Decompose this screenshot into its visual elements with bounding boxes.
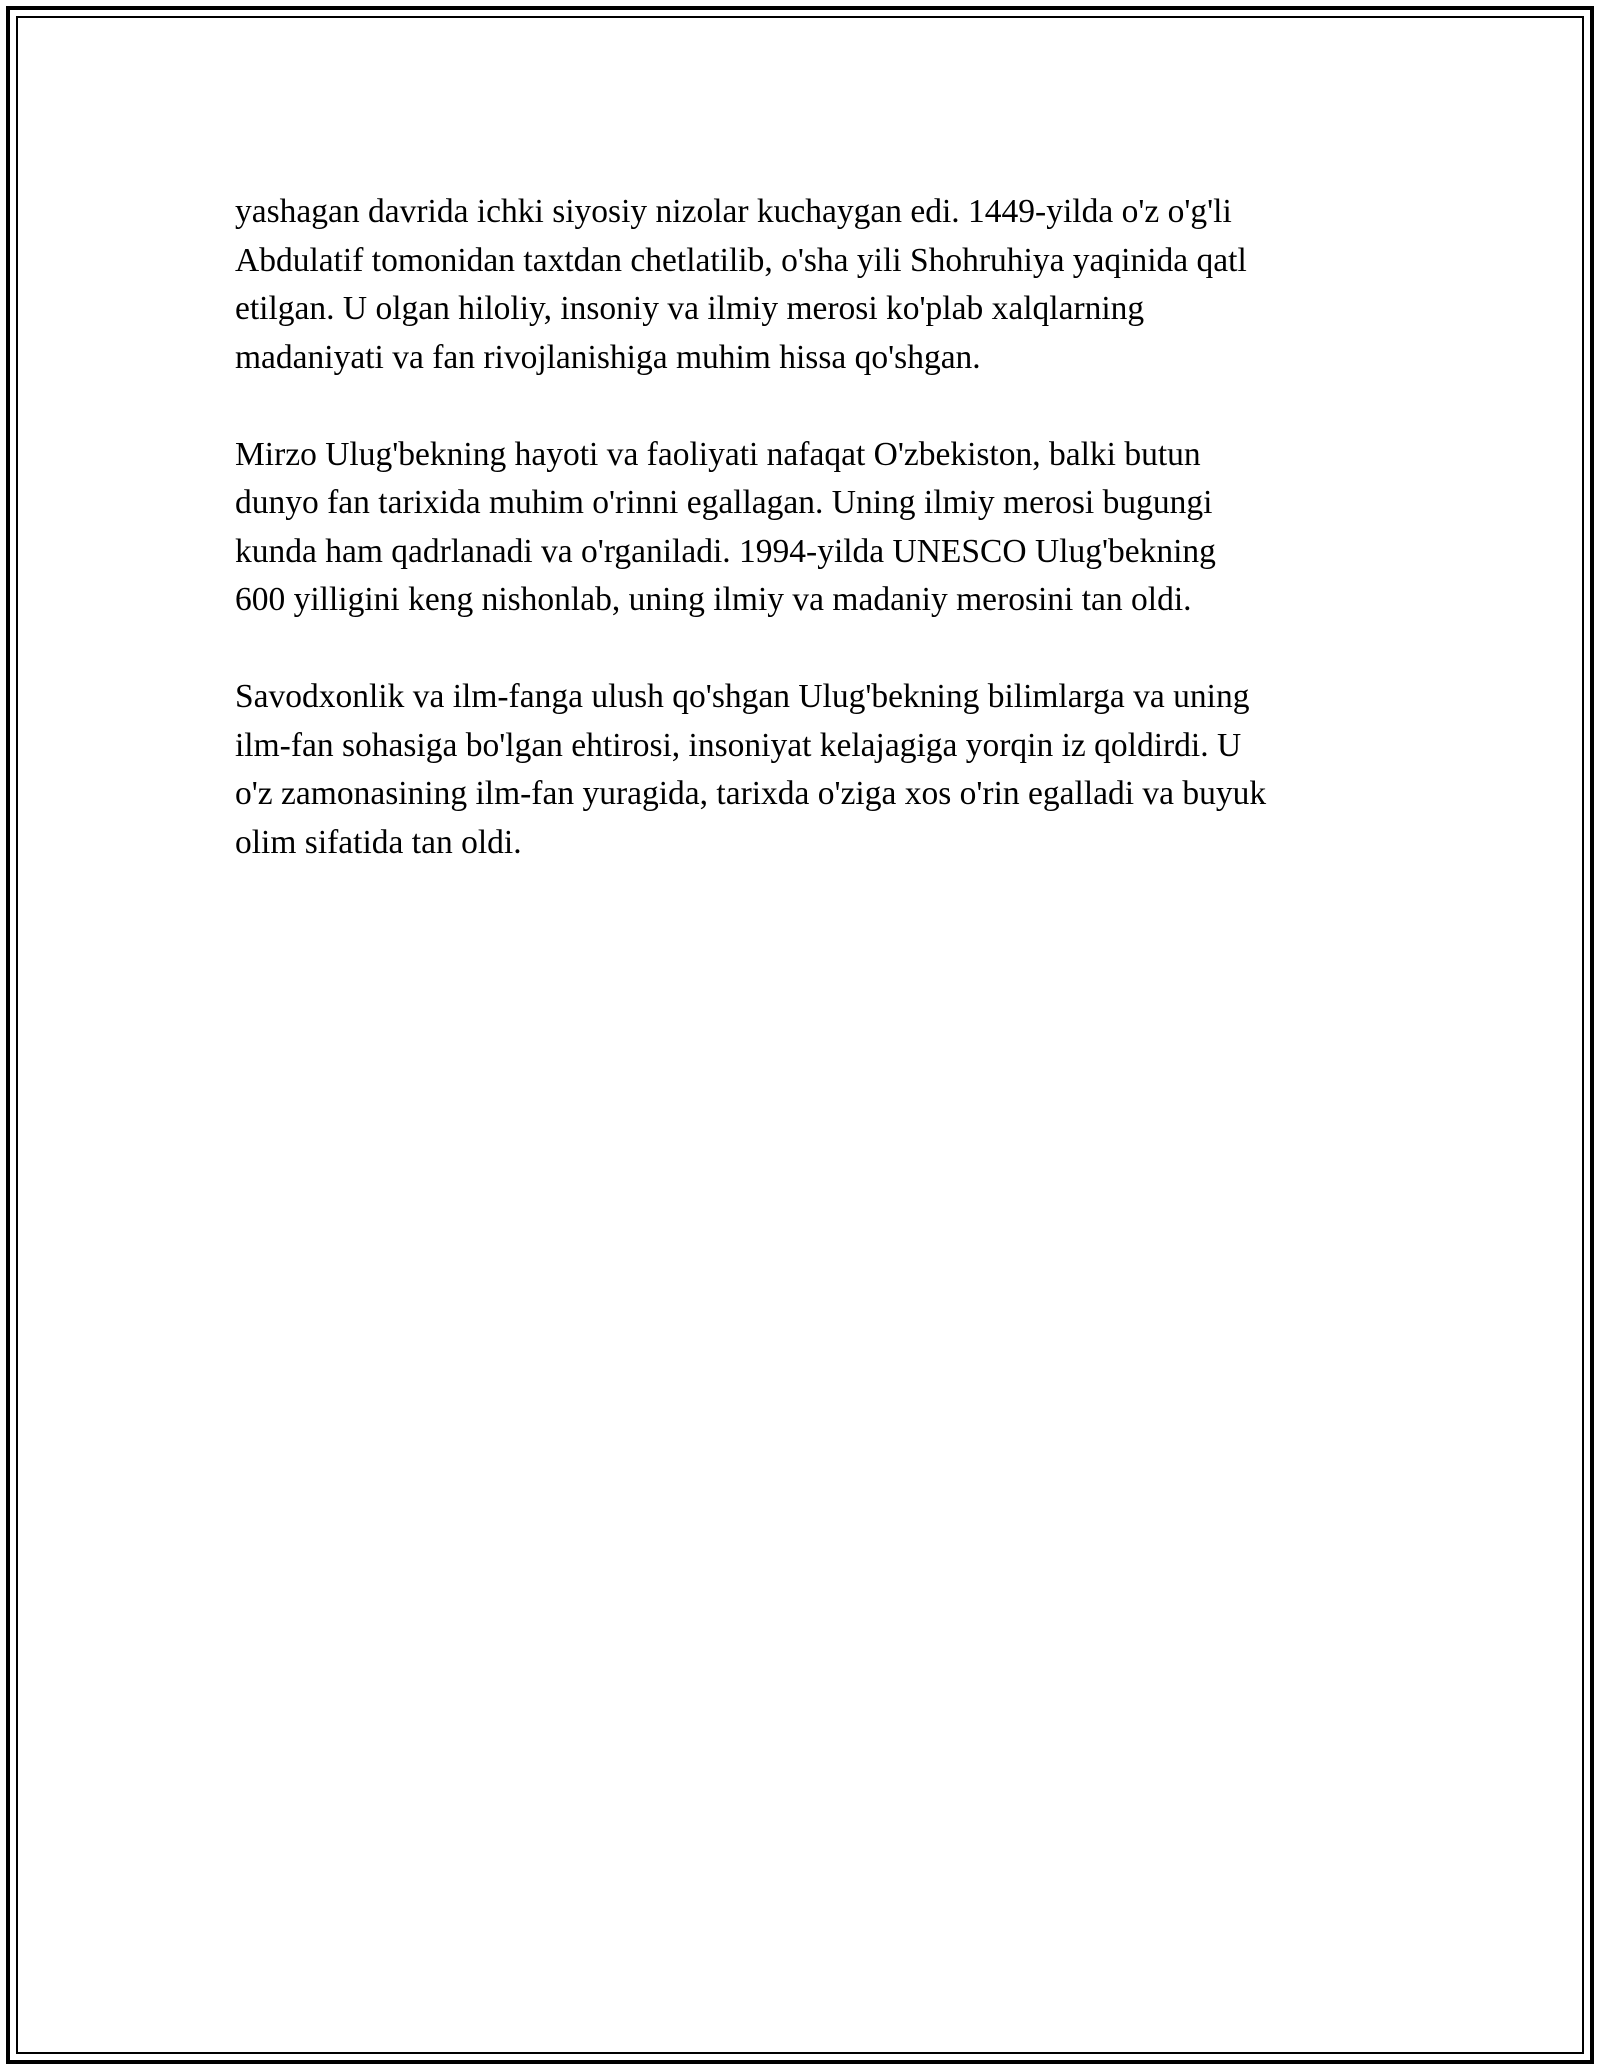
paragraph-2: Mirzo Ulug'bekning hayoti va faoliyati nafaqat O'zbekiston, balki butun dunyo fan tarixida muhim o'rinni egallagan. Uning ilmiy merosi bugungi kunda ham qadrlanadi va o'rganiladi. 1994-yilda UNESCO Ulug'bekning 600 yilligini keng nishonlab, uning ilmiy va madaniy merosini tan oldi. [235, 435, 1216, 618]
paragraph-3: Savodxonlik va ilm-fanga ulush qo'shgan Ulug'bekning bilimlarga va uning ilm-fan sohasiga bo'lgan ehtirosi, insoniyat kelajagiga yorqin iz qoldirdi. U o'z zamonasining ilm-fan yuragida, tarixda o'ziga xos o'rin egalladi va buyuk olim sifatida tan oldi. [235, 678, 1267, 861]
document-body [235, 188, 1385, 916]
paragraph-1: yashagan davrida ichki siyosiy nizolar kuchaygan edi. 1449-yilda o'z o'g'li Abdulatif tomonidan taxtdan chetlatilib, o'sha yili Shohruhiya yaqinida qatl etilgan. U olgan hiloliy, insoniy va ilmiy merosi ko'plab xalqlarning madaniyati va fan rivojlanishiga muhim hissa qo'shgan. [235, 193, 1247, 376]
